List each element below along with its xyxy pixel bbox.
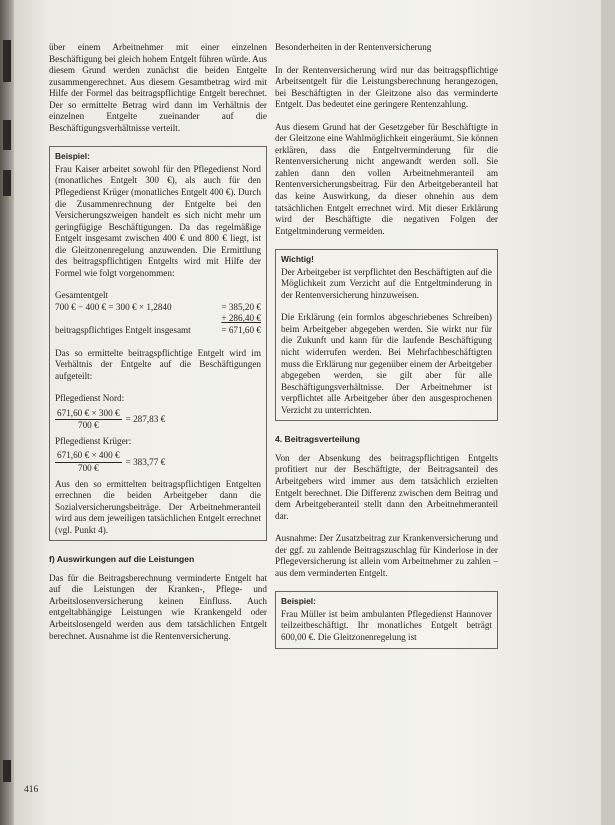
example-box <box>49 146 267 541</box>
binding-mark <box>3 120 11 150</box>
contribution-paragraph: Aus den so ermittelten beitragspflichtigen Entgelten errechnen die beiden Arbeitgeber dann die Sozialversicherungsbeiträge. Der Arbeitnehmeranteil wird aus dem jeweiligen tatsächlichen Entgelt errechnet (vgl. Punkt 4). <box>55 478 261 535</box>
benefits-paragraph: Das für die Beitragsberechnung verminderte Entgelt hat auf die Leistungen der Kranken-, Pflege- und Arbeitslosenversicherung keinen Einfluss. Auch entgeltabhängige Leistungen wie Krankengeld oder Arbeitslosengeld werden aus dem tatsächlichen Entgelt berechnet. Ausnahme ist die Rentenversicherung. <box>49 572 267 641</box>
distribution-text-1: Von der Absenkung des beitragspflichtigen Entgelts profitiert nur der Beschäftigte, der Beitragsanteil des Arbeitgebers wird immer aus dem tatsächlich erzielten Entgelt berechnet. Die Differenz zwischen dem Beitrag und dem Arbeitgeberanteil stellt dann den Arbeitnehmeranteil dar. <box>275 452 498 521</box>
page-number: 416 <box>24 785 39 795</box>
binding-mark <box>3 40 11 82</box>
calc-title: Gesamtentgelt <box>55 290 109 301</box>
important-note-paragraph-2: Die Erklärung (ein formlos abgeschriebenes Schreiben) beim Arbeitgeber abgegeben werden. Sie wirkt nur für die Zukunft und kann für die laufende Beschäftigung nicht widerrufen werden. Bei Mehrfachbeschäftigten muss die Erklärung nur gegenüber einem der Arbeitgeber abgegeben werden, sie gilt aber für alle Beschäftigungsverhältnisse. Der Arbeitnehmer ist verpflichtet alle Arbeitgeber über den ausgesprochenen Verzicht zu unterrichten. <box>281 312 492 415</box>
pension-heading-line: Besonderheiten in der Rentenversicherung <box>275 42 432 52</box>
krueger-denominator: 700 € <box>77 462 99 473</box>
section-heading-f: f) Auswirkungen auf die Leistungen <box>49 554 195 565</box>
pension-paragraph-2: Aus diesem Grund hat der Gesetzgeber für Beschäftigte in der Gleitzone eine Wahlmöglichkeit eingeräumt. Sie können erklären, dass die Entgeltverminderung für die Rentenversicherung nicht angewandt werden soll. Sie zahlen dann den vollen Arbeitnehmeranteil am Rentenversicherungsbeitrag. Für den Arbeitgeberanteil hat das keine Auswirkung, da dieser ohnehin aus dem tatsächlichen Entgelt errechnet wird. Mit dieser Erklärung wird der Beschäftigte die negativen Folgen der Entgeltminderung vermeiden. <box>275 121 498 236</box>
nord-label: Pflegedienst Nord: <box>55 393 125 404</box>
calc-row: 700 € − 400 € = 300 € × 1,2840 = 385,20 € <box>55 301 261 312</box>
binding-mark <box>3 170 11 196</box>
important-note-paragraph-1: Der Arbeitgeber ist verpflichtet den Beschäftigten auf die Möglichkeit zum Verzicht auf die Entgeltminderung in der Rentenversicherung hinzuweisen. <box>281 266 492 300</box>
krueger-result: = 383,77 € <box>125 456 166 467</box>
distribution-text-2: Ausnahme: Der Zusatzbeitrag zur Krankenversicherung und der ggf. zu zahlende Beitragszuschlag für Kinderlose in der Pflegeversicherung ist allein vom Arbeitnehmer zu zahlen – aus dem verminderten Entgelt. <box>275 533 498 578</box>
nord-denominator: 700 € <box>77 420 99 431</box>
calc-row: beitragspflichtiges Entgelt insgesamt = 671,60 € <box>55 325 261 336</box>
example2-title: Beispiel: <box>281 596 316 607</box>
section-heading-4: 4. Beitragsverteilung <box>275 434 361 445</box>
example2-text: Frau Müller ist beim ambulanten Pflegedienst Hannover teilzeitbeschäftigt. Ihr monatliches Entgelt beträgt 600,00 €. Die Gleitzonenregelung ist <box>281 608 492 642</box>
example2-box <box>275 591 498 648</box>
distribution-paragraph: Das so ermittelte beitragspflichtige Entgelt wird im Verhältnis der Entgelte auf die Beschäftigungen aufgeteilt: <box>55 347 261 381</box>
krueger-fraction <box>55 450 261 474</box>
nord-numerator: 671,60 € × 300 € <box>55 408 122 421</box>
binding-mark <box>3 760 11 782</box>
example-text: Frau Kaiser arbeitet sowohl für den Pflegedienst Nord (monatliches Entgelt 300 €), als auch für den Pflegedienst Krüger (monatliches Entgelt 400 €). Durch die Zusammenrechnung der Entgelte bei den Versicherungszweigen handelt es sich nicht mehr um geringfügige Beschäftigungen. Da das regelmäßige Entgelt insgesamt zwischen 400 € und 800 € liegt, ist die Gleitzonenregelung anzuwenden. Die Ermittlung des beitragspflichtigen Entgelts wird mit Hilfe der Formel wie folgt vorgenommen: <box>55 163 261 278</box>
important-note-box <box>275 249 498 421</box>
example-title: Beispiel: <box>55 151 90 162</box>
nord-result: = 287,83 € <box>125 414 166 425</box>
pension-paragraph-1: In der Rentenversicherung wird nur das beitragspflichtige Arbeitsentgelt für die Leistungsberechnung herangezogen, bei Beschäftigten in der Gleitzone also das verminderte Entgelt. Das bedeutet eine geringere Rentenzahlung. <box>275 64 498 110</box>
krueger-numerator: 671,60 € × 400 € <box>55 450 122 463</box>
intro-paragraph: über einem Arbeitnehmer mit einer einzelnen Beschäftigung bei gleich hohem Entgelt führen würde. Aus diesem Grund werden zunächst die beiden Entgelte zusammengerechnet. Aus diesem Gesamtbetrag wird mit Hilfe der Formel das beitragspflichtige Entgelt berechnet. Der so ermittelte Betrag wird dann im Verhältnis der einzelnen Entgelte zueinander auf die Beschäftigungsverhältnisse verteilt. <box>49 42 267 133</box>
calc-row: + 286,40 € <box>221 313 261 324</box>
nord-fraction <box>55 408 261 432</box>
krueger-label: Pflegedienst Krüger: <box>55 435 132 446</box>
book-binding <box>0 0 14 825</box>
right-column <box>275 42 498 649</box>
important-note-title: Wichtig! <box>281 254 314 265</box>
left-column <box>49 42 267 642</box>
